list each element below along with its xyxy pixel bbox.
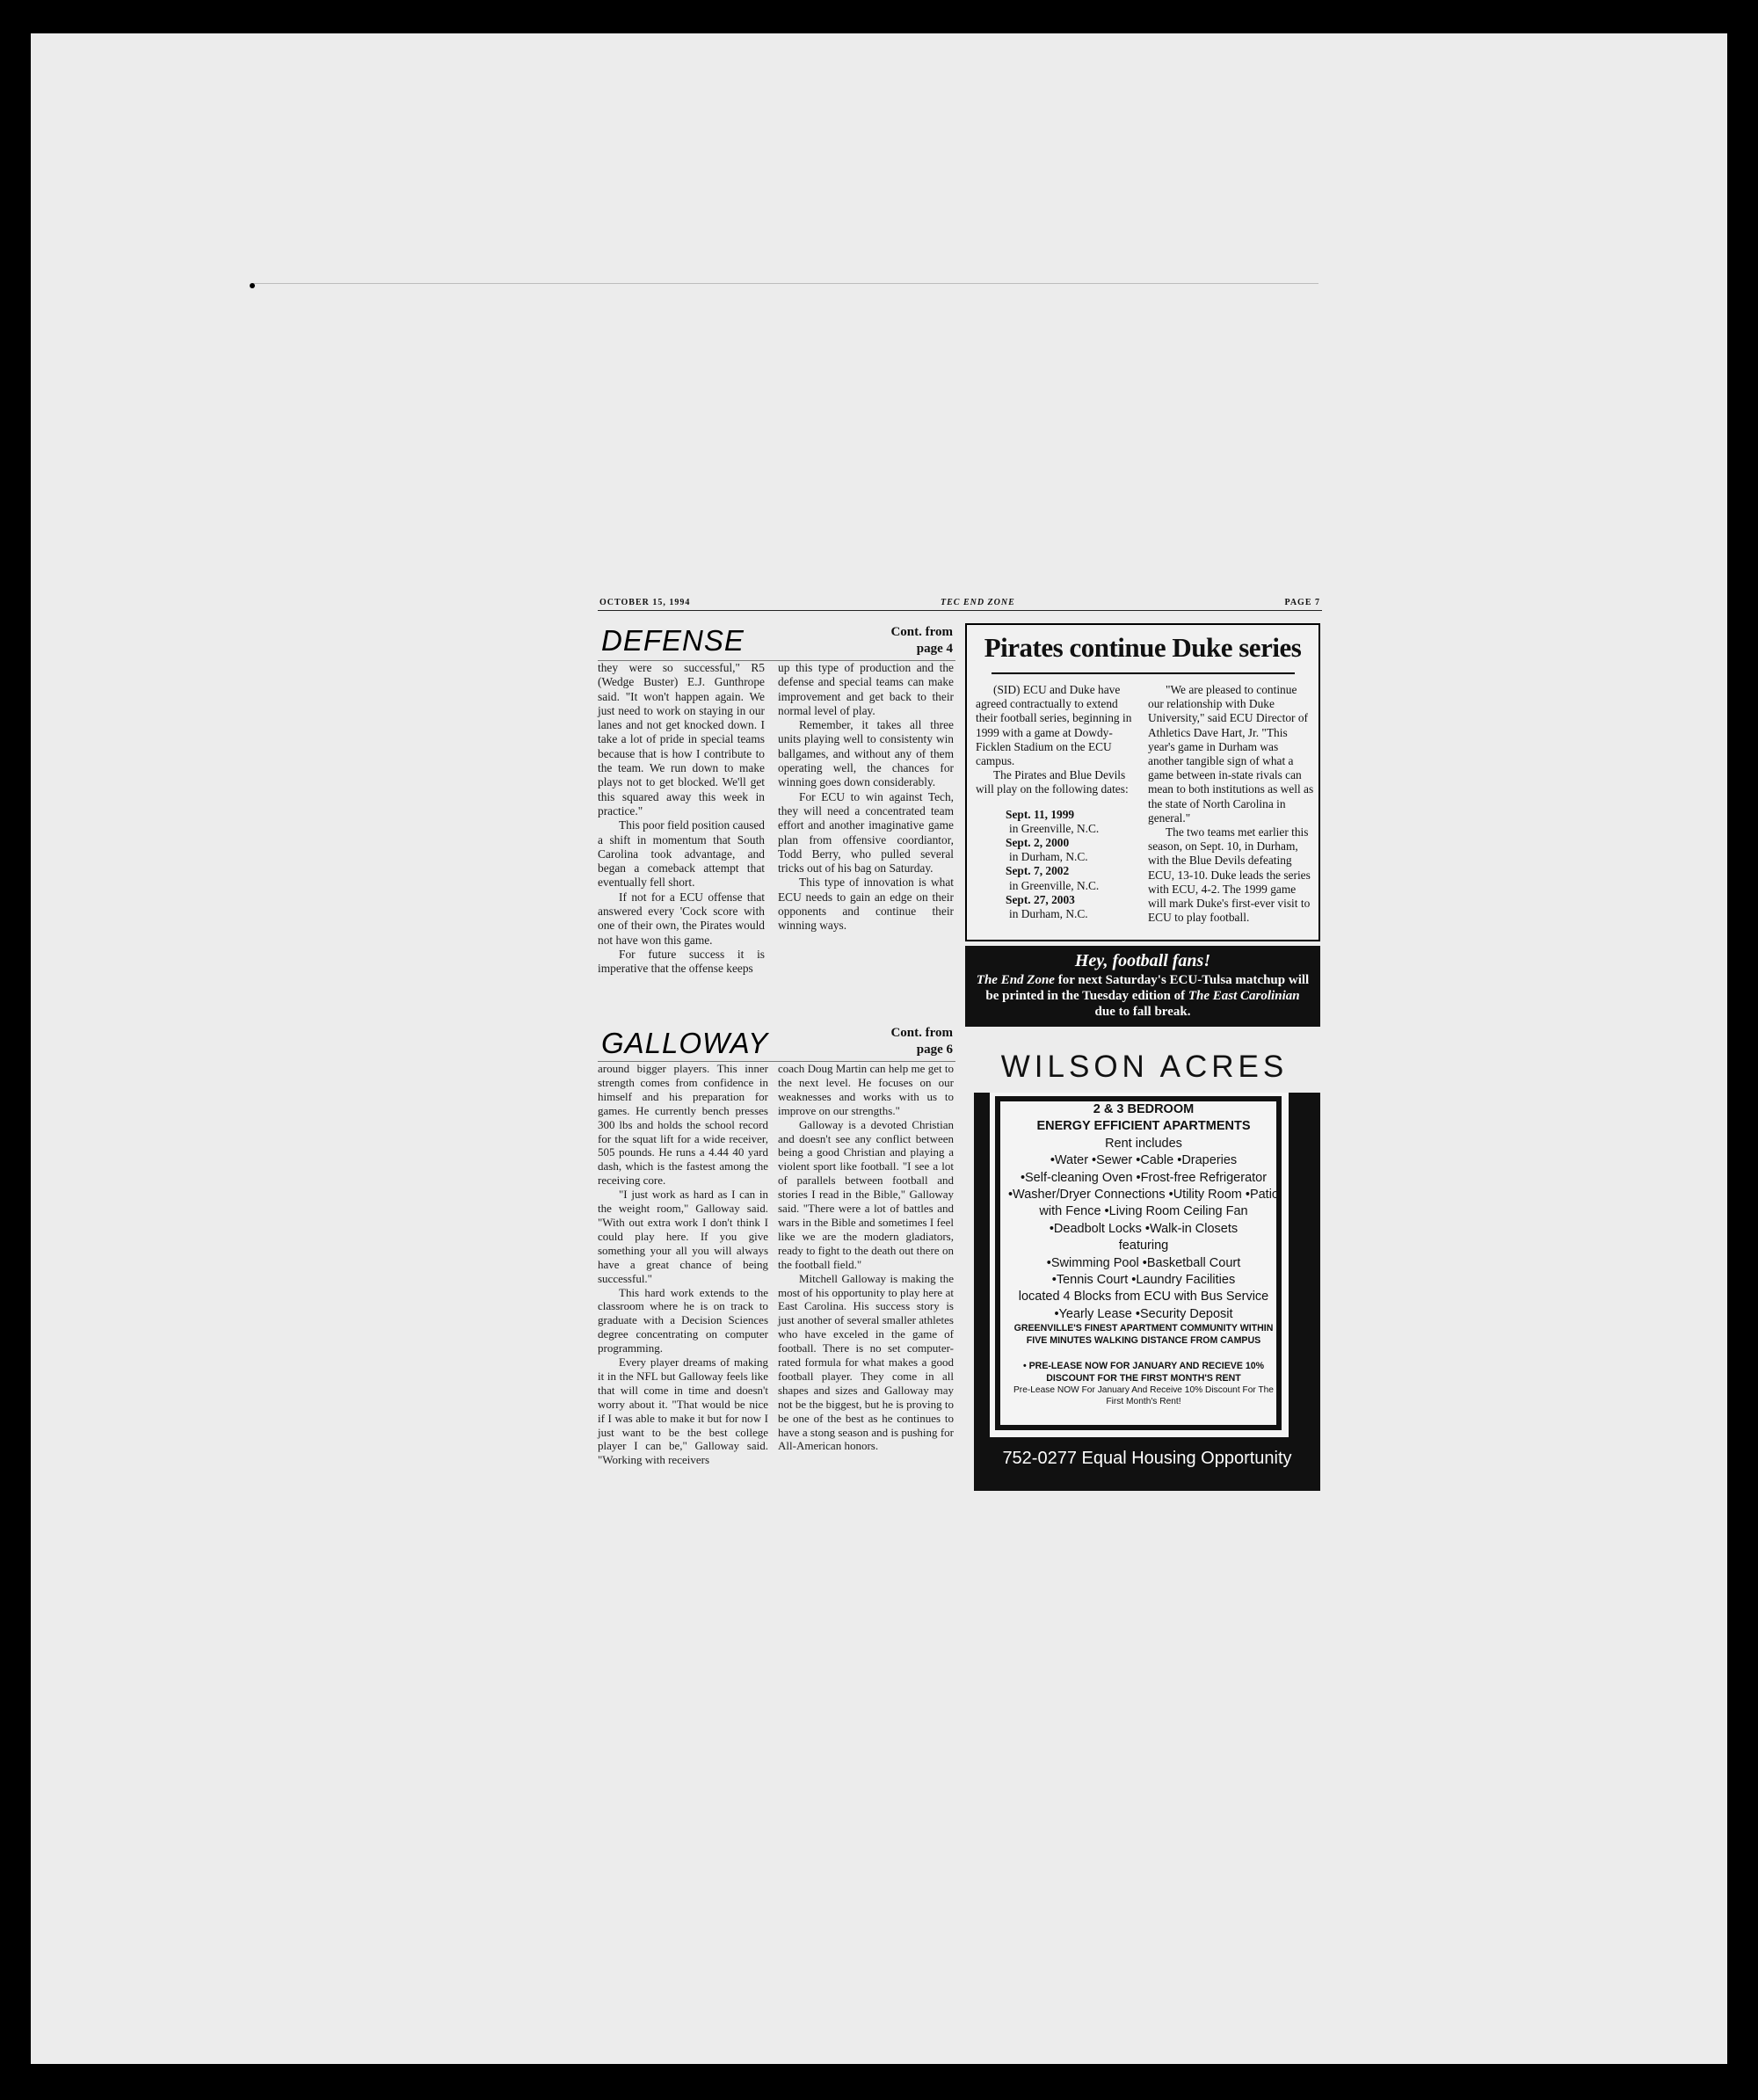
duke-series-box [965,623,1320,941]
folio-title: TEC END ZONE [941,598,1015,607]
duke-date-place: in Greenville, N.C. [1009,878,1100,892]
defense-cont-from: Cont. from page 4 [890,625,953,656]
galloway-col-1: around bigger players. This inner strength comes from confidence in himself and his preparation for games. He currently bench presses 300 lbs and holds the school record for the squat lift for a wide receiver, 505 pounds. He runs a 4.44 40 yard dash, which is the fastest among the receiving core. "I just work as hard as I can in the weight room," Galloway said. "With out extra work I don't think I could play here. If you give something your all you will always have a great chance of being successful." This hard work extends to the classroom where he is on track to graduate with a Decision Sciences degree concentrating on computer programming. Every player dreams of making it in the NFL but Galloway feels like that will come in time and doesn't worry about it. "That would be nice if I was able to make it but for now I just want to be the best college player I can be," Galloway said. "Working with receivers [598,1062,768,1467]
scan-speck [250,283,255,288]
ad-copy: 2 & 3 BEDROOM ENERGY EFFICIENT APARTMENTS Rent includes •Water •Sewer •Cable •Draperies •Self-cleaning Oven •Frost-free Refrigerator •Washer/Dryer Connections •Utility Room •Patio with Fence •Living Room Ceiling Fan •Deadbolt Locks •Walk-in Closets featuring •Swimming Pool •Basketball Court •Tennis Court •Laundry Facilities located 4 Blocks from ECU with Bus Service •Yearly Lease •Security Deposit GREENVILLE'S FINEST APARTMENT COMMUNITY WITHIN FIVE MINUTES WALKING DISTANCE FROM CAMPUS • PRE-LEASE NOW FOR JANUARY AND RECIEVE 10% DISCOUNT FOR THE FIRST MONTH'S RENT Pre-Lease NOW For January And Receive 10% Discount For The First Month's Rent! [1004,1101,1283,1407]
galloway-cont-from: Cont. from page 6 [890,1026,953,1057]
newspaper-page [598,596,1322,1494]
duke-dates-list [1006,808,1139,922]
duke-col-1: (SID) ECU and Duke have agreed contractually to extend their football series, beginning in 1999 with a game at Dowdy-Ficklen Stadium on the ECU campus. The Pirates and Blue Devils will play on the following dates: Sept. 11, 1999 in Greenville, N.C. Sept. 2, 2000 in Durham, N.C. Sept. 7, 2002 in Greenville, N.C. Sept. 27, 2003 in Durham, N.C. [976,683,1139,921]
scan-speck [9,1582,14,1588]
duke-date: Sept. 7, 2002 [1006,864,1070,878]
duke-date: Sept. 2, 2000 [1006,836,1070,850]
duke-col-2: "We are pleased to continue our relationship with Duke University," said ECU Director of Athletics Dave Hart, Jr. "This year's game in Durham was another tangible sign of what a game between in-state rivals can mean to both institutions as well as the state of North Carolina in general." The two teams met earlier this season, on Sept. 10, in Durham, with the Blue Devils defeating ECU, 13-10. Duke leads the series with ECU, 4-2. The 1999 game will mark Duke's first-ever visit to ECU to play football. [1148,683,1314,925]
duke-date-place: in Durham, N.C. [1009,907,1088,921]
ad-phone: 752-0277 Equal Housing Opportunity [1002,1449,1292,1468]
duke-date: Sept. 11, 1999 [1006,807,1075,821]
duke-date-place: in Greenville, N.C. [1009,821,1100,835]
duke-headline: Pirates continue Duke series [984,632,1302,663]
ad-promo-1: • PRE-LEASE NOW FOR JANUARY AND RECIEVE 10% DISCOUNT FOR THE FIRST MONTH'S RENT [1022,1361,1265,1384]
defense-kicker: DEFENSE [601,624,745,657]
ad-promo-2: Pre-Lease NOW For January And Receive 10% Discount For The First Month's Rent! [1013,1385,1274,1407]
scan-line [253,283,1318,284]
defense-col-2: up this type of production and the defense and special teams can make improvement and get back to their normal level of play. Remember, it takes all three units playing well to consistenty win ballgames, and without any of them operating well, the chances for winning goes down considerably. For ECU to win against Tech, they will need a concentrated team effort and another imaginative game plan from offensive coordiantor, Todd Berry, who pulled several tricks out of his bag on Saturday. This type of innovation is what ECU needs to gain an edge on their opponents and continue their winning ways. [778,661,954,933]
ad-inner-panel [995,1096,1282,1430]
defense-col-1: they were so successful," R5 (Wedge Buster) E.J. Gunthrope said. "It won't happen again. We just need to work on staying in our lanes and not get knocked down. I take a lot of pride in special teams because that is how I contribute to the team. We run down to make plays not to get blocked. We'll get this squared away this week in practice." This poor field position caused a shift in momentum that South Carolina took advantage, and began a comeback attempt that eventually fell short. If not for a ECU offense that answered every 'Cock score with one of their own, the Pirates would not have won this game. For future success it is imperative that the offense keeps [598,661,765,976]
folio-date: OCTOBER 15, 1994 [599,598,691,607]
page-folio [598,596,1322,611]
ad-tagline: GREENVILLE'S FINEST APARTMENT COMMUNITY WITHIN FIVE MINUTES WALKING DISTANCE FROM CAMPUS [1013,1323,1274,1346]
fans-notice-body: The End Zone for next Saturday's ECU-Tulsa matchup will be printed in the Tuesday edition of The East Carolinian due to fall break. [976,973,1310,1019]
duke-rule [992,672,1295,674]
fans-notice-title: Hey, football fans! [1074,951,1211,970]
duke-date: Sept. 27, 2003 [1006,892,1075,906]
duke-date-place: in Durham, N.C. [1009,850,1088,864]
galloway-kicker: GALLOWAY [601,1027,769,1059]
scan-speck [9,1531,14,1537]
wilson-acres-ad [974,1093,1320,1491]
galloway-col-2: coach Doug Martin can help me get to the next level. He focuses on our weaknesses and works with us to improve on our strengths." Galloway is a devoted Christian and doesn't see any conflict between being a good Christian and playing a violent sport like football. "I see a lot of parallels between football and stories I read in the Bible," Galloway said. "There were a lot of battles and wars in the Bible and sometimes I feel like we are the modern gladiators, ready to fight to the death out there on the football field." Mitchell Galloway is making the most of his opportunity to play here at East Carolina. His success story is just another of several smaller athletes who have exceled in the game of football. There is no set computer-rated formula for what makes a good football player. They come in all shapes and sizes and Galloway may not be the biggest, but he is proving to be one of the best as he continues to have a stong season and is pushing for All-American honors. [778,1062,954,1453]
football-fans-notice [965,946,1320,1027]
folio-page: PAGE 7 [1284,598,1320,607]
wilson-acres-title: WILSON ACRES [1000,1050,1289,1084]
